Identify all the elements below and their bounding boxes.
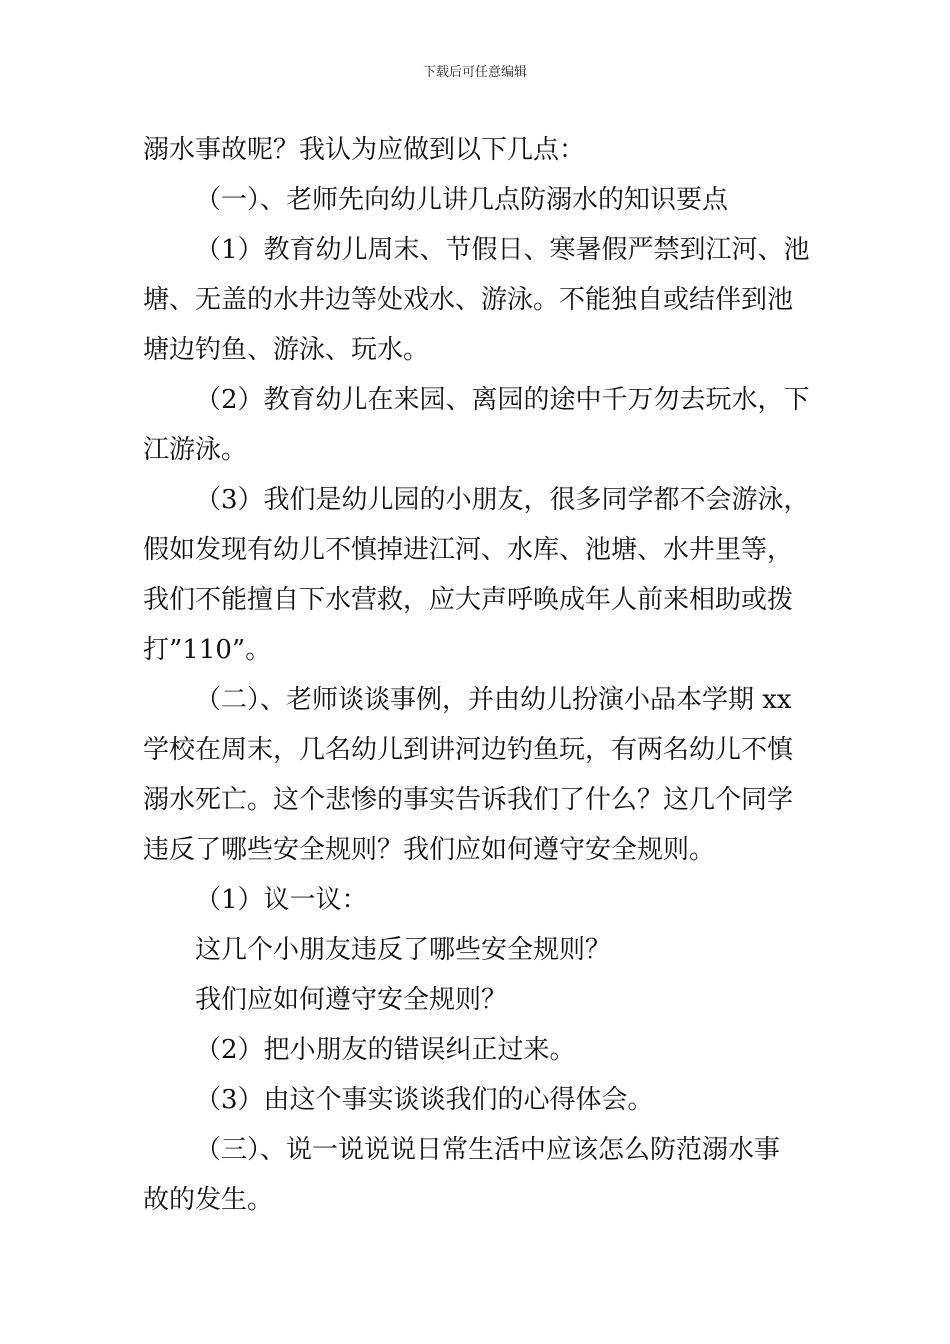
text-line: 学校在周末，几名幼儿到讲河边钓鱼玩，有两名幼儿不慎: [143, 735, 794, 765]
text-line: 塘、无盖的水井边等处戏水、游泳。不能独自或结伴到池: [143, 285, 794, 315]
text-line: （2）教育幼儿在来园、离园的途中千万勿去玩水，下: [195, 385, 810, 415]
text-line: 违反了哪些安全规则？我们应如何遵守安全规则。: [143, 835, 716, 865]
text-line: （2）把小朋友的错误纠正过来。: [195, 1035, 576, 1065]
text-line: 我们应如何遵守安全规则？: [195, 985, 508, 1015]
document-body: [143, 125, 813, 1225]
text-line: 溺水死亡。这个悲惨的事实告诉我们了什么？这几个同学: [143, 785, 794, 815]
text-line: （一）、老师先向幼儿讲几点防溺水的知识要点: [195, 185, 729, 215]
text-line: （3）由这个事实谈谈我们的心得体会。: [195, 1085, 654, 1115]
text-line: 塘边钓鱼、游泳、玩水。: [143, 335, 430, 365]
text-line: （1）教育幼儿周末、节假日、寒暑假严禁到江河、池: [195, 235, 810, 265]
text-line: （1）议一议：: [195, 885, 368, 915]
text-line: 溺水事故呢？我认为应做到以下几点：: [143, 135, 586, 165]
text-line: 这几个小朋友违反了哪些安全规则？: [195, 935, 612, 965]
text-line: 我们不能擅自下水营救，应大声呼唤成年人前来相助或拨: [143, 585, 794, 615]
text-line: （二）、老师谈谈事例，并由幼儿扮演小品本学期 xx: [195, 685, 792, 715]
text-line: 假如发现有幼儿不慎掉进江河、水库、池塘、水井里等，: [143, 535, 794, 565]
text-line: （三）、说一说说说日常生活中应该怎么防范溺水事: [195, 1135, 781, 1165]
text-line: 打”110”。: [143, 635, 272, 665]
text-line: （3）我们是幼儿园的小朋友，很多同学都不会游泳，: [195, 485, 810, 515]
text-line: 江游泳。: [143, 435, 248, 465]
page-header-note: 下载后可任意编辑: [422, 65, 527, 80]
text-line: 故的发生。: [143, 1185, 274, 1215]
